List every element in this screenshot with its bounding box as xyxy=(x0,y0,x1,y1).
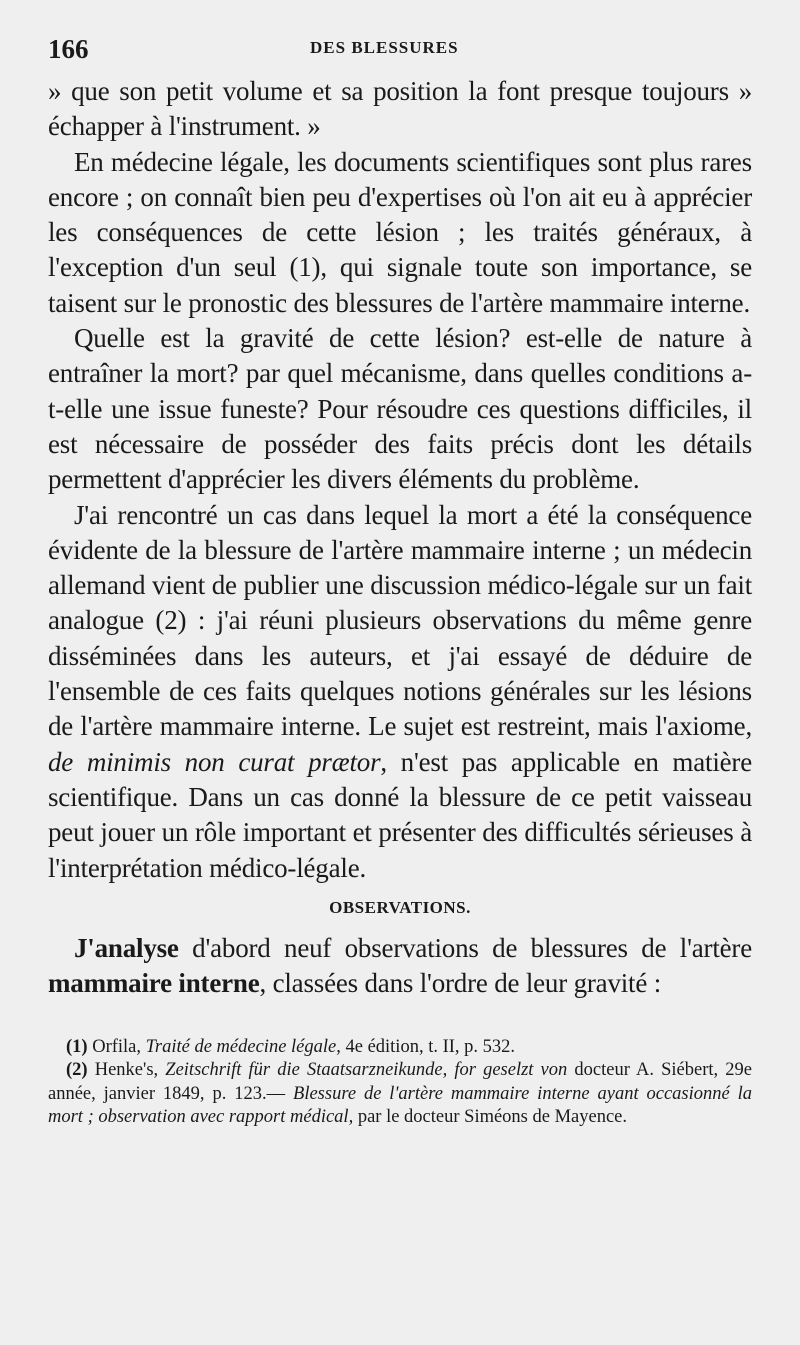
paragraph-cas xyxy=(48,498,752,886)
paragraph-medecine-legale: En médecine légale, les documents scientifiques sont plus rares encore ; on connaît bien peu d'expertises où l'on ait eu à apprécier les conséquences de cette lésion ; les traités généraux, à l'exception d'un seul (1), qui signale toute son importance, se taisent sur le pronostic des blessures de l'artère mammaire interne. xyxy=(48,146,752,318)
footnote-2 xyxy=(48,1059,752,1130)
footnote-1-title: Traité de médecine légale xyxy=(145,1036,337,1057)
footnote-1-author: Orfila, xyxy=(87,1036,146,1057)
obs-text: d'abord neuf observations de blessures de l'artère xyxy=(178,933,752,964)
footnote-2-title2: Blessure de l'artère mammaire interne ayant occasionné la mort ; observation avec rapport médical, xyxy=(48,1083,752,1128)
footnote-1-marker: (1) xyxy=(66,1036,88,1057)
footnote-1 xyxy=(48,1036,752,1060)
obs-bold-tail: mammaire interne xyxy=(48,968,260,999)
section-heading: OBSERVATIONS. xyxy=(329,897,471,917)
latin-axiom: de minimis non curat prætor xyxy=(48,746,381,777)
footnote-2-marker: (2) xyxy=(66,1060,88,1081)
footnote-2-author: Henke's, xyxy=(87,1060,166,1081)
page-number: 166 xyxy=(48,34,89,64)
footnote-2-rest1: docteur A. Siébert, 29e année, janvier 1849, p. 123.— xyxy=(48,1060,752,1104)
paragraph-quote-end: » que son petit volume et sa position la font presque toujours » échapper à l'instrument. » xyxy=(48,76,752,142)
obs-text2: , classées dans l'ordre de leur gravité : xyxy=(259,968,661,999)
footnote-2-title: Zeitschrift für die Staatsarzneikunde, for geselzt von xyxy=(165,1060,568,1081)
running-title: DES BLESSURES xyxy=(310,38,459,57)
paragraph-questions: Quelle est la gravité de cette lésion? est-elle de nature à entraîner la mort? par quel mécanisme, dans quelles conditions a-t-elle une issue funeste? Pour résoudre ces questions difficiles, il est nécessaire de posséder des faits précis dont les détails permettent d'apprécier les divers éléments du problème. xyxy=(48,323,752,495)
obs-bold-start: J'analyse xyxy=(74,933,179,964)
paragraph-cas-part2: , n'est pas applicable en matière scientifique. Dans un cas donné la blessure de ce petit vaisseau peut jouer un rôle important et présenter des difficultés sérieuses à l'interprétation médico-légale. xyxy=(48,746,752,883)
paragraph-cas-part1: J'ai rencontré un cas dans lequel la mort a été la conséquence évidente de la blessure de l'artère mammaire interne ; un médecin allemand vient de publier une discussion médico-légale sur un fait analogue (2) : j'ai réuni plusieurs observations du même genre disséminées dans les auteurs, et j'ai essayé de déduire de l'ensemble de ces faits quelques notions générales sur les lésions de l'artère mammaire interne. Le sujet est restreint, mais l'axiome, xyxy=(48,499,752,742)
footnote-1-rest: , 4e édition, t. II, p. 532. xyxy=(336,1036,516,1057)
footnote-2-rest2: par le docteur Siméons de Mayence. xyxy=(353,1107,628,1128)
paragraph-observations xyxy=(48,931,752,1002)
footnotes xyxy=(48,1036,752,1130)
running-head xyxy=(48,34,752,74)
main-text xyxy=(48,74,752,1002)
